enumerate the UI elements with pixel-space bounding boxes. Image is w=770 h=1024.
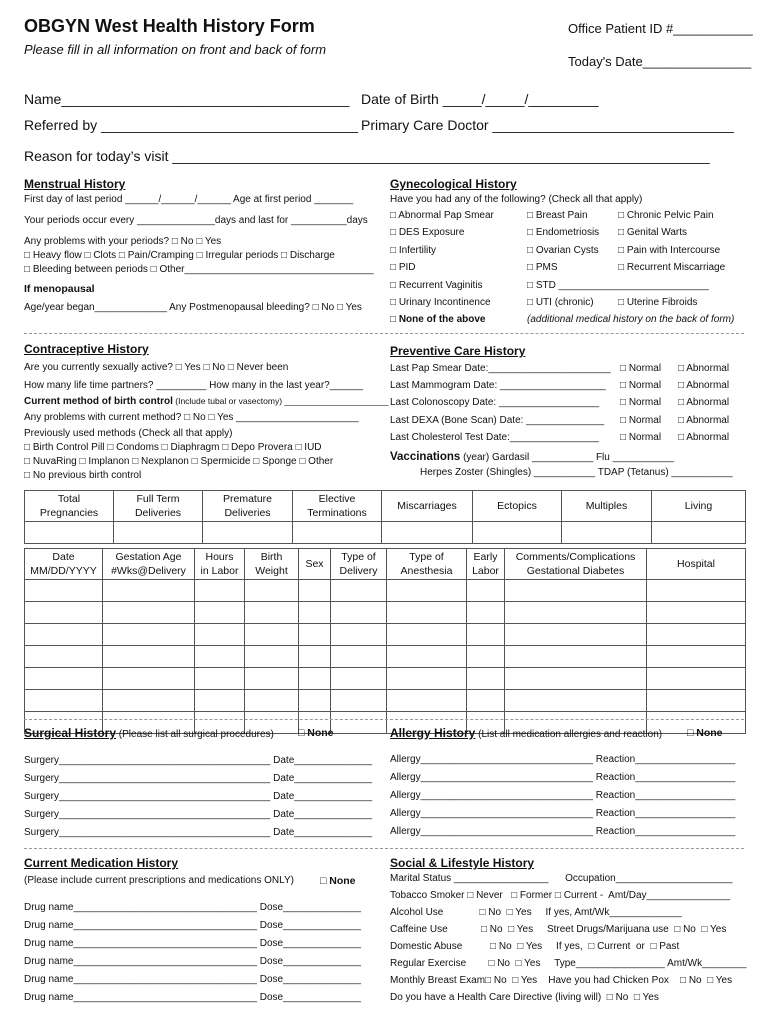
delivery-input-cell[interactable]	[245, 580, 299, 602]
contraceptive-line-1[interactable]: Are you currently sexually active? □ Yes □ No □ Never been	[24, 362, 289, 373]
pregnancy-input-cell[interactable]	[652, 522, 746, 544]
pregnancy-header-cell: Multiples	[562, 491, 652, 522]
name-field[interactable]: Name_____________________________________	[24, 91, 350, 107]
delivery-input-cell[interactable]	[467, 580, 505, 602]
date-of-birth-field[interactable]: Date of Birth _____/_____/_________	[361, 91, 599, 107]
delivery-input-cell[interactable]	[505, 668, 647, 690]
vaccinations-label: Vaccinations	[390, 451, 461, 463]
delivery-input-cell[interactable]	[299, 602, 331, 624]
social-row[interactable]: Regular Exercise □ No □ Yes Type________________ Amt/Wk________	[390, 958, 747, 969]
social-row[interactable]: Domestic Abuse □ No □ Yes If yes, □ Current or □ Past	[390, 941, 680, 952]
surgical-history-note: (Please list all surgical procedures)	[116, 729, 274, 740]
current-method-label: Current method of birth control	[24, 396, 173, 407]
referred-by-field[interactable]: Referred by _________________________________	[24, 117, 358, 133]
delivery-input-cell[interactable]	[467, 668, 505, 690]
pregnancy-header-cell: Ectopics	[473, 491, 562, 522]
allergy-history-note: (List all medication allergies and reaction)	[475, 729, 663, 740]
contraceptive-line-8[interactable]: □ No previous birth control	[24, 470, 142, 481]
delivery-input-cell[interactable]	[103, 646, 195, 668]
form-title: OBGYN West Health History Form	[24, 16, 315, 36]
delivery-header-cell: Early Labor	[467, 549, 505, 580]
preventive-abnormal-checkbox[interactable]: □ Abnormal	[678, 397, 730, 408]
social-row[interactable]: Caffeine Use □ No □ Yes Street Drugs/Marijuana use □ No □ Yes	[390, 924, 727, 935]
primary-care-doctor-field[interactable]: Primary Care Doctor _______________________________	[361, 117, 734, 133]
delivery-input-cell[interactable]	[387, 690, 467, 712]
preventive-normal-checkbox[interactable]: □ Normal	[620, 415, 662, 426]
delivery-input-cell[interactable]	[647, 580, 746, 602]
section-divider	[24, 719, 744, 720]
delivery-table-row[interactable]	[25, 668, 746, 690]
preventive-row-label[interactable]: Last DEXA (Bone Scan) Date: ______________	[390, 415, 605, 426]
delivery-input-cell[interactable]	[245, 690, 299, 712]
contraceptive-line-3[interactable]	[24, 396, 388, 407]
delivery-header-cell: Sex	[299, 549, 331, 580]
contraceptive-line-4[interactable]: Any problems with current method? □ No □ Yes ______________________	[24, 412, 359, 423]
surgery-row[interactable]: Surgery______________________________________ Date______________	[24, 755, 373, 766]
pregnancy-input-cell[interactable]	[473, 522, 562, 544]
preventive-row-label[interactable]: Last Pap Smear Date:______________________	[390, 363, 611, 374]
delivery-header-cell: Type of Anesthesia	[387, 549, 467, 580]
drug-row[interactable]: Drug name_________________________________ Dose______________	[24, 938, 361, 949]
delivery-input-cell[interactable]	[299, 668, 331, 690]
surgery-row[interactable]: Surgery______________________________________ Date______________	[24, 827, 373, 838]
delivery-table-row[interactable]	[25, 646, 746, 668]
gynecological-history-heading: Gynecological History	[390, 177, 517, 191]
preventive-abnormal-checkbox[interactable]: □ Abnormal	[678, 432, 730, 443]
contraceptive-line-5: Previously used methods (Check all that apply)	[24, 428, 233, 439]
menstrual-line-5[interactable]: □ Bleeding between periods □ Other__________________________________	[24, 264, 374, 275]
drug-row[interactable]: Drug name_________________________________ Dose______________	[24, 902, 361, 913]
delivery-input-cell[interactable]	[467, 602, 505, 624]
delivery-header-cell: Type of Delivery	[331, 549, 387, 580]
current-method-field[interactable]: (Include tubal or vasectomy) ______________________	[172, 396, 389, 406]
surgery-row[interactable]: Surgery______________________________________ Date______________	[24, 773, 373, 784]
delivery-input-cell[interactable]	[195, 690, 245, 712]
menstrual-line-6[interactable]: Age/year began_____________ Any Postmenopausal bleeding? □ No □ Yes	[24, 302, 362, 313]
preventive-row-label[interactable]: Last Cholesterol Test Date:________________	[390, 432, 599, 443]
social-row[interactable]: Marital Status _________________ Occupation_____________________	[390, 873, 733, 884]
preventive-abnormal-checkbox[interactable]: □ Abnormal	[678, 415, 730, 426]
delivery-input-cell[interactable]	[387, 602, 467, 624]
delivery-header-cell: Hospital	[647, 549, 746, 580]
gyn-additional-note: (additional medical history on the back of form)	[527, 314, 735, 325]
delivery-input-cell[interactable]	[25, 690, 103, 712]
section-divider	[24, 848, 744, 849]
pregnancy-input-cell[interactable]	[25, 522, 114, 544]
section-divider	[24, 333, 744, 334]
delivery-input-cell[interactable]	[25, 668, 103, 690]
preventive-normal-checkbox[interactable]: □ Normal	[620, 380, 662, 391]
delivery-input-cell[interactable]	[299, 580, 331, 602]
allergy-row[interactable]: Allergy_______________________________ Reaction__________________	[390, 808, 736, 819]
delivery-input-cell[interactable]	[505, 624, 647, 646]
delivery-input-cell[interactable]	[387, 580, 467, 602]
gyn-item[interactable]: □ Uterine Fibroids	[618, 297, 698, 308]
delivery-header-cell: Date MM/DD/YYYY	[25, 549, 103, 580]
medication-none-checkbox[interactable]: □ None	[320, 875, 356, 887]
delivery-header-cell: Hours in Labor	[195, 549, 245, 580]
delivery-input-cell[interactable]	[331, 690, 387, 712]
social-row[interactable]: Alcohol Use □ No □ Yes If yes, Amt/Wk_____________	[390, 907, 682, 918]
pregnancy-header-cell: Premature Deliveries	[203, 491, 293, 522]
pregnancy-summary-table	[24, 490, 746, 544]
delivery-header-cell: Gestation Age #Wks@Delivery	[103, 549, 195, 580]
contraceptive-line-6[interactable]: □ Birth Control Pill □ Condoms □ Diaphragm □ Depo Provera □ IUD	[24, 442, 322, 453]
gyn-item[interactable]: □ STD ___________________________	[527, 280, 709, 291]
delivery-input-cell[interactable]	[245, 602, 299, 624]
gyn-item[interactable]: □ Breast Pain	[527, 210, 588, 221]
allergy-history-heading: Allergy History	[390, 726, 476, 740]
allergy-none-checkbox[interactable]: □ None	[687, 727, 723, 739]
delivery-input-cell[interactable]	[505, 580, 647, 602]
pregnancy-input-cell[interactable]	[293, 522, 382, 544]
reason-for-visit-field[interactable]: Reason for today’s visit _____________________________________________________________________	[24, 148, 710, 164]
delivery-input-cell[interactable]	[331, 712, 387, 734]
pregnancy-input-cell[interactable]	[382, 522, 473, 544]
gyn-item[interactable]: □ Ovarian Cysts	[527, 245, 599, 256]
preventive-row-label[interactable]: Last Mammogram Date: ___________________	[390, 380, 606, 391]
gyn-item[interactable]: □ Urinary Incontinence	[390, 297, 491, 308]
social-row[interactable]: Do you have a Health Care Directive (living will) □ No □ Yes	[390, 992, 659, 1003]
delivery-history-table	[24, 548, 746, 734]
delivery-table-row[interactable]	[25, 624, 746, 646]
delivery-header-cell: Birth Weight	[245, 549, 299, 580]
gyn-item[interactable]: □ Endometriosis	[527, 227, 600, 238]
delivery-input-cell[interactable]	[195, 580, 245, 602]
delivery-input-cell[interactable]	[25, 580, 103, 602]
delivery-input-cell[interactable]	[103, 602, 195, 624]
pregnancy-header-cell: Elective Terminations	[293, 491, 382, 522]
pregnancy-header-cell: Full Term Deliveries	[114, 491, 203, 522]
delivery-input-cell[interactable]	[103, 580, 195, 602]
delivery-input-cell[interactable]	[299, 646, 331, 668]
surgical-none-checkbox[interactable]: □ None	[298, 727, 334, 739]
gyn-item[interactable]: □ PID	[390, 262, 416, 273]
social-history-heading: Social & Lifestyle History	[390, 856, 535, 870]
delivery-input-cell[interactable]	[195, 668, 245, 690]
pregnancy-table-input-row[interactable]	[25, 522, 746, 544]
delivery-input-cell[interactable]	[245, 646, 299, 668]
pregnancy-header-cell: Living	[652, 491, 746, 522]
gyn-intro: Have you had any of the following? (Check all that apply)	[390, 194, 643, 205]
menstrual-line-4[interactable]: □ Heavy flow □ Clots □ Pain/Cramping □ Irregular periods □ Discharge	[24, 250, 335, 261]
gyn-item[interactable]: □ Infertility	[390, 245, 437, 256]
delivery-input-cell[interactable]	[299, 690, 331, 712]
delivery-input-cell[interactable]	[103, 690, 195, 712]
gyn-item[interactable]: □ Recurrent Vaginitis	[390, 280, 483, 291]
gyn-item[interactable]: □ Chronic Pelvic Pain	[618, 210, 714, 221]
drug-row[interactable]: Drug name_________________________________ Dose______________	[24, 956, 361, 967]
gyn-item-none[interactable]: □ None of the above	[390, 314, 486, 325]
surgical-history-title	[24, 726, 274, 740]
vaccinations-line-1[interactable]	[390, 451, 674, 463]
delivery-header-cell: Comments/Complications Gestational Diabetes	[505, 549, 647, 580]
drug-row[interactable]: Drug name_________________________________ Dose______________	[24, 974, 361, 985]
delivery-input-cell[interactable]	[25, 624, 103, 646]
preventive-normal-checkbox[interactable]: □ Normal	[620, 363, 662, 374]
delivery-input-cell[interactable]	[331, 602, 387, 624]
social-row[interactable]: Tobacco Smoker □ Never □ Former □ Current - Amt/Day_______________	[390, 890, 730, 901]
delivery-input-cell[interactable]	[25, 646, 103, 668]
medication-note: (Please include current prescriptions and medications ONLY)	[24, 875, 294, 886]
contraceptive-line-2[interactable]: How many life time partners? _________ How many in the last year?______	[24, 380, 364, 391]
surgery-row[interactable]: Surgery______________________________________ Date______________	[24, 791, 373, 802]
delivery-input-cell[interactable]	[647, 668, 746, 690]
delivery-input-cell[interactable]	[467, 690, 505, 712]
delivery-input-cell[interactable]	[331, 624, 387, 646]
delivery-input-cell[interactable]	[245, 668, 299, 690]
delivery-table-header-row	[25, 549, 746, 580]
delivery-input-cell[interactable]	[299, 624, 331, 646]
pregnancy-header-cell: Total Pregnancies	[25, 491, 114, 522]
delivery-input-cell[interactable]	[103, 624, 195, 646]
gyn-item[interactable]: □ Genital Warts	[618, 227, 688, 238]
delivery-input-cell[interactable]	[25, 602, 103, 624]
delivery-input-cell[interactable]	[103, 668, 195, 690]
delivery-input-cell[interactable]	[387, 624, 467, 646]
medication-history-heading: Current Medication History	[24, 856, 179, 870]
vaccinations-fields[interactable]: (year) Gardasil ___________ Flu ___________	[460, 452, 674, 463]
preventive-abnormal-checkbox[interactable]: □ Abnormal	[678, 363, 730, 374]
delivery-input-cell[interactable]	[331, 646, 387, 668]
delivery-table-row[interactable]	[25, 580, 746, 602]
preventive-row-label[interactable]: Last Colonoscopy Date: __________________	[390, 397, 600, 408]
gyn-item[interactable]: □ PMS	[527, 262, 558, 273]
drug-row[interactable]: Drug name_________________________________ Dose______________	[24, 920, 361, 931]
pregnancy-input-cell[interactable]	[203, 522, 293, 544]
delivery-input-cell[interactable]	[195, 646, 245, 668]
gyn-item[interactable]: □ Pain with Intercourse	[618, 245, 721, 256]
menstrual-line-1[interactable]: First day of last period ______/______/______ Age at first period _______	[24, 194, 354, 205]
delivery-input-cell[interactable]	[467, 646, 505, 668]
menstrual-line-2[interactable]: Your periods occur every ______________days and last for __________days	[24, 215, 368, 226]
allergy-history-title	[390, 726, 662, 740]
menstrual-line-3[interactable]: Any problems with your periods? □ No □ Yes	[24, 236, 222, 247]
delivery-table-row[interactable]	[25, 690, 746, 712]
delivery-input-cell[interactable]	[467, 624, 505, 646]
preventive-normal-checkbox[interactable]: □ Normal	[620, 397, 662, 408]
delivery-input-cell[interactable]	[647, 646, 746, 668]
contraceptive-history-heading: Contraceptive History	[24, 342, 149, 356]
allergy-row[interactable]: Allergy_______________________________ Reaction__________________	[390, 790, 736, 801]
menstrual-history-heading: Menstrual History	[24, 177, 126, 191]
form-subtitle: Please fill in all information on front and back of form	[24, 42, 327, 57]
preventive-normal-checkbox[interactable]: □ Normal	[620, 432, 662, 443]
menopausal-heading: If menopausal	[24, 283, 95, 295]
gyn-item[interactable]: □ DES Exposure	[390, 227, 465, 238]
delivery-input-cell[interactable]	[505, 602, 647, 624]
surgical-history-heading: Surgical History	[24, 726, 117, 740]
office-patient-id-field[interactable]: Office Patient ID #___________	[568, 21, 753, 36]
allergy-row[interactable]: Allergy_______________________________ Reaction__________________	[390, 772, 736, 783]
delivery-input-cell[interactable]	[505, 690, 647, 712]
delivery-input-cell[interactable]	[505, 646, 647, 668]
contraceptive-line-7[interactable]: □ NuvaRing □ Implanon □ Nexplanon □ Spermicide □ Sponge □ Other	[24, 456, 334, 467]
vaccinations-line-2[interactable]: Herpes Zoster (Shingles) ___________ TDAP (Tetanus) ___________	[420, 467, 733, 478]
surgery-row[interactable]: Surgery______________________________________ Date______________	[24, 809, 373, 820]
delivery-input-cell[interactable]	[647, 690, 746, 712]
pregnancy-input-cell[interactable]	[114, 522, 203, 544]
delivery-input-cell[interactable]	[647, 624, 746, 646]
allergy-row[interactable]: Allergy_______________________________ Reaction__________________	[390, 826, 736, 837]
social-row[interactable]: Monthly Breast Exam□ No □ Yes Have you had Chicken Pox □ No □ Yes	[390, 975, 733, 986]
delivery-input-cell[interactable]	[387, 646, 467, 668]
allergy-row[interactable]: Allergy_______________________________ Reaction__________________	[390, 754, 736, 765]
delivery-table-row[interactable]	[25, 602, 746, 624]
delivery-input-cell[interactable]	[245, 624, 299, 646]
gyn-item[interactable]: □ UTI (chronic)	[527, 297, 594, 308]
delivery-input-cell[interactable]	[331, 668, 387, 690]
todays-date-field[interactable]: Today's Date_______________	[568, 54, 752, 69]
delivery-input-cell[interactable]	[195, 602, 245, 624]
drug-row[interactable]: Drug name_________________________________ Dose______________	[24, 992, 361, 1003]
gyn-item[interactable]: □ Recurrent Miscarriage	[618, 262, 726, 273]
pregnancy-input-cell[interactable]	[562, 522, 652, 544]
pregnancy-table-header-row	[25, 491, 746, 522]
delivery-input-cell[interactable]	[195, 624, 245, 646]
delivery-input-cell[interactable]	[647, 602, 746, 624]
delivery-input-cell[interactable]	[387, 668, 467, 690]
preventive-abnormal-checkbox[interactable]: □ Abnormal	[678, 380, 730, 391]
delivery-input-cell[interactable]	[331, 580, 387, 602]
preventive-care-heading: Preventive Care History	[390, 344, 526, 358]
gyn-item[interactable]: □ Abnormal Pap Smear	[390, 210, 494, 221]
pregnancy-header-cell: Miscarriages	[382, 491, 473, 522]
